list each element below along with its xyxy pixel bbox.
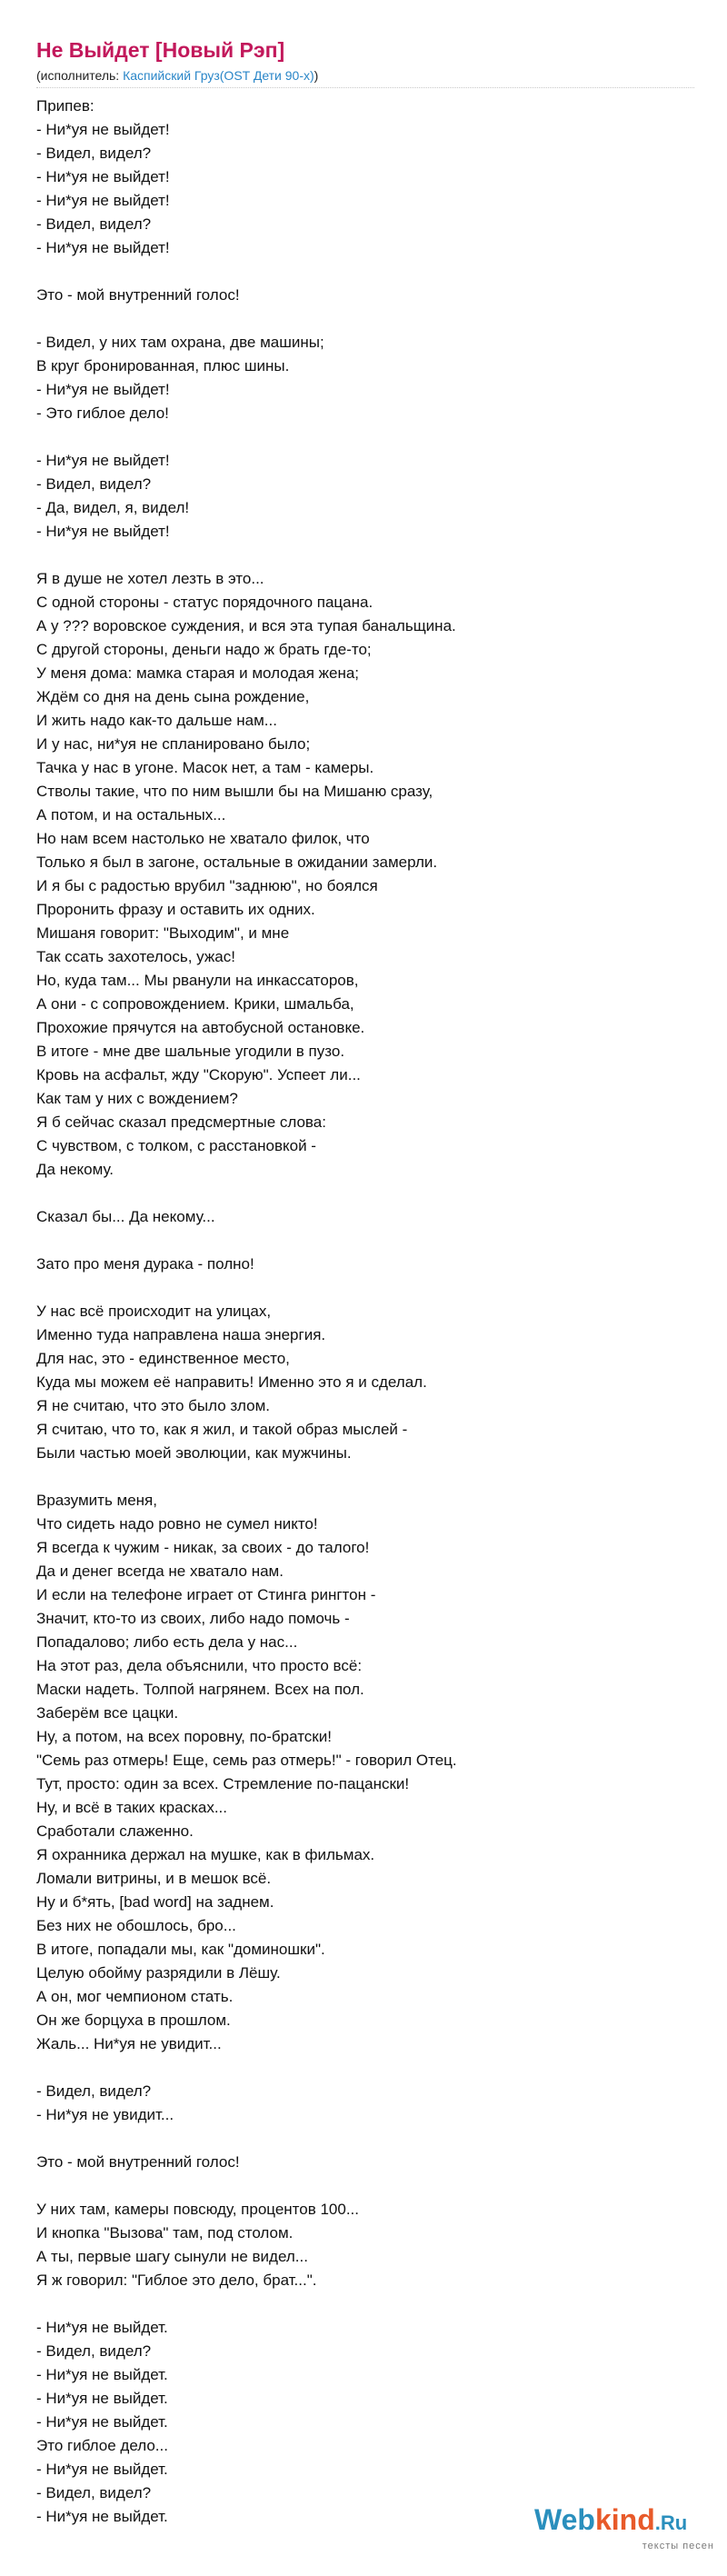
lyric-line: С одной стороны - статус порядочного пацана. (36, 594, 373, 611)
lyric-line: - Видел, видел? (36, 475, 152, 493)
lyric-line: Как там у них с вождением? (36, 1090, 238, 1107)
lyric-line: - Ни*уя не выйдет! (36, 381, 170, 398)
song-title: Не Выйдет [Новый Рэп] (36, 38, 285, 62)
lyric-line: Заберём все цацки. (36, 1704, 179, 1722)
lyric-line: - Ни*уя не выйдет. (36, 2413, 168, 2431)
lyric-line: Ну, а потом, на всех поровну, по-братски! (36, 1728, 332, 1745)
lyrics-text (36, 95, 691, 2529)
lyric-line: На этот раз, дела объяснили, что просто всё: (36, 1657, 363, 1674)
lyric-line: - Ни*уя не выйдет. (36, 2366, 168, 2383)
meta-prefix: (исполнитель: (36, 68, 124, 83)
lyric-line: - Ни*уя не выйдет! (36, 192, 170, 209)
lyric-blank-line (36, 307, 691, 331)
lyric-line: А потом, и на остальных... (36, 806, 226, 824)
lyric-line: Ну, и всё в таких красках... (36, 1799, 228, 1816)
lyric-line: Я в душе не хотел лезть в это... (36, 570, 264, 587)
lyric-line: А ты, первые шагу сынули не видел... (36, 2248, 308, 2265)
logo-web: Web (534, 2503, 595, 2536)
lyric-line: Тачка у нас в угоне. Масок нет, а там - камеры. (36, 759, 374, 776)
lyric-line: "Семь раз отмерь! Еще, семь раз отмерь!" - говорил Отец. (36, 1752, 457, 1769)
lyric-line: Я б сейчас сказал предсмертные слова: (36, 1113, 326, 1131)
lyric-line: Да и денег всегда не хватало нам. (36, 1563, 284, 1580)
lyric-line: И кнопка "Вызова" там, под столом. (36, 2224, 294, 2242)
lyric-line: Он же борцуха в прошлом. (36, 2012, 231, 2029)
webkind-logo[interactable] (534, 2503, 725, 2551)
lyric-line: Я охранника держал на мушке, как в фильмах. (36, 1846, 375, 1863)
lyric-line: Ждём со дня на день сына рождение, (36, 688, 310, 705)
logo-tagline: тексты песен (642, 2541, 714, 2551)
lyric-line: Ломали витрины, и в мешок всё. (36, 1870, 272, 1887)
lyric-line: - Ни*уя не выйдет! (36, 523, 170, 540)
lyric-line: У них там, камеры повсюду, процентов 100... (36, 2201, 359, 2218)
lyric-line: - Ни*уя не выйдет! (36, 452, 170, 469)
lyric-line: Тут, просто: один за всех. Стремление по-пацански! (36, 1775, 410, 1792)
lyric-line: - Видел, видел? (36, 145, 152, 162)
logo-kind: kind (594, 2503, 655, 2536)
lyric-line: Это - мой внутренний голос! (36, 2153, 240, 2171)
lyric-line: Мишаня говорит: "Выходим", и мне (36, 924, 290, 942)
lyric-line: У меня дома: мамка старая и молодая жена; (36, 664, 360, 682)
lyric-line: Стволы такие, что по ним вышли бы на Мишаню сразу, (36, 783, 433, 800)
lyric-blank-line (36, 544, 691, 567)
lyric-line: - Ни*уя не выйдет. (36, 2461, 168, 2478)
lyric-line: - Видел, видел? (36, 2484, 152, 2501)
lyric-line: А у ??? воровское суждения, и вся эта тупая банальщина. (36, 617, 456, 634)
lyric-line: - Ни*уя не выйдет. (36, 2390, 168, 2407)
song-header (36, 36, 318, 85)
lyric-line: А они - с сопровождением. Крики, шмальба, (36, 995, 354, 1013)
lyric-line: Именно туда направлена наша энергия. (36, 1326, 326, 1343)
lyric-line: Сработали слаженно. (36, 1822, 194, 1840)
song-meta (36, 65, 318, 85)
meta-suffix: ) (314, 68, 319, 83)
lyric-line: - Видел, видел? (36, 2342, 152, 2360)
lyric-line: Целую обойму разрядили в Лёшу. (36, 1964, 281, 1982)
header-divider (36, 87, 694, 88)
lyric-line: А он, мог чемпионом стать. (36, 1988, 234, 2005)
lyric-line: Ну и б*ять, [bad word] на заднем. (36, 1893, 274, 1911)
lyric-blank-line (36, 1276, 691, 1300)
lyric-line: Но нам всем настолько не хватало филок, что (36, 830, 370, 847)
lyric-line: Да некому. (36, 1161, 115, 1178)
lyric-line: И у нас, ни*уя не спланировано было; (36, 735, 311, 753)
lyric-line: У нас всё происходит на улицах, (36, 1303, 272, 1320)
lyric-line: - Да, видел, я, видел! (36, 499, 190, 516)
lyric-blank-line (36, 2292, 691, 2316)
lyric-line: Я считаю, что то, как я жил, и такой образ мыслей - (36, 1421, 408, 1438)
lyric-line: - Ни*уя не выйдет. (36, 2319, 168, 2336)
lyric-line: Жаль... Ни*уя не увидит... (36, 2035, 222, 2052)
lyric-line: Я не считаю, что это было злом. (36, 1397, 271, 1414)
lyric-line: В итоге, попадали мы, как "доминошки". (36, 1941, 325, 1958)
album-link[interactable]: (OST Дети 90-х) (219, 68, 314, 83)
lyric-line: - Видел, у них там охрана, две машины; (36, 334, 324, 351)
lyric-line: Сказал бы... Да некому... (36, 1208, 215, 1225)
lyric-line: И я бы с радостью врубил "заднюю", но боялся (36, 877, 378, 894)
lyric-line: - Ни*уя не выйдет! (36, 121, 170, 138)
lyric-line: Зато про меня дурака - полно! (36, 1255, 254, 1273)
lyric-line: И жить надо как-то дальше нам... (36, 712, 277, 729)
lyric-line: Припев: (36, 97, 95, 115)
lyric-line: Что сидеть надо ровно не сумел никто! (36, 1515, 318, 1533)
lyric-line: Были частью моей эволюции, как мужчины. (36, 1444, 352, 1462)
lyric-line: В итоге - мне две шальные угодили в пузо. (36, 1043, 345, 1060)
lyric-line: Без них не обошлось, бро... (36, 1917, 236, 1934)
lyric-line: - Это гиблое дело! (36, 404, 169, 422)
lyric-line: Так ссать захотелось, ужас! (36, 948, 235, 965)
artist-link[interactable]: Каспийский Груз (123, 68, 220, 83)
lyric-blank-line (36, 2127, 691, 2151)
lyric-line: В круг бронированная, плюс шины. (36, 357, 290, 374)
lyric-line: - Видел, видел? (36, 2082, 152, 2100)
lyric-blank-line (36, 1229, 691, 1253)
lyric-blank-line (36, 1465, 691, 1489)
lyric-blank-line (36, 2174, 691, 2198)
lyric-line: Но, куда там... Мы рванули на инкассаторов, (36, 972, 359, 989)
lyric-line: - Ни*уя не выйдет! (36, 239, 170, 256)
logo-ru: .Ru (654, 2511, 688, 2534)
lyric-line: Это - мой внутренний голос! (36, 286, 240, 304)
lyric-line: И если на телефоне играет от Стинга рингтон - (36, 1586, 376, 1603)
lyric-line: Прохожие прячутся на автобусной остановке. (36, 1019, 365, 1036)
lyric-line: Я всегда к чужим - никак, за своих - до талого! (36, 1539, 370, 1556)
lyric-line: Для нас, это - единственное место, (36, 1350, 290, 1367)
lyric-line: С другой стороны, деньги надо ж брать где-то; (36, 641, 372, 658)
lyric-line: Кровь на асфальт, жду "Скорую". Успеет ли... (36, 1066, 361, 1083)
lyric-line: Я ж говорил: "Гиблое это дело, брат...". (36, 2271, 317, 2289)
lyric-line: Маски надеть. Толпой нагрянем. Всех на пол. (36, 1681, 364, 1698)
lyric-blank-line (36, 425, 691, 449)
lyric-line: Попадалово; либо есть дела у нас... (36, 1633, 298, 1651)
lyric-line: - Ни*уя не выйдет. (36, 2508, 168, 2525)
lyric-line: Значит, кто-то из своих, либо надо помочь - (36, 1610, 350, 1627)
lyric-line: Проронить фразу и оставить их одних. (36, 901, 315, 918)
lyric-blank-line (36, 260, 691, 284)
lyric-line: Это гиблое дело... (36, 2437, 168, 2454)
lyric-blank-line (36, 1182, 691, 1205)
lyric-blank-line (36, 2056, 691, 2080)
lyric-line: - Ни*уя не выйдет! (36, 168, 170, 185)
lyric-line: Только я был в загоне, остальные в ожидании замерли. (36, 854, 438, 871)
lyric-line: - Ни*уя не увидит... (36, 2106, 174, 2123)
lyric-line: С чувством, с толком, с расстановкой - (36, 1137, 316, 1154)
lyric-line: Вразумить меня, (36, 1492, 157, 1509)
lyric-line: - Видел, видел? (36, 215, 152, 233)
logo-wordmark (534, 2503, 725, 2540)
lyric-line: Куда мы можем её направить! Именно это я и сделал. (36, 1373, 427, 1391)
